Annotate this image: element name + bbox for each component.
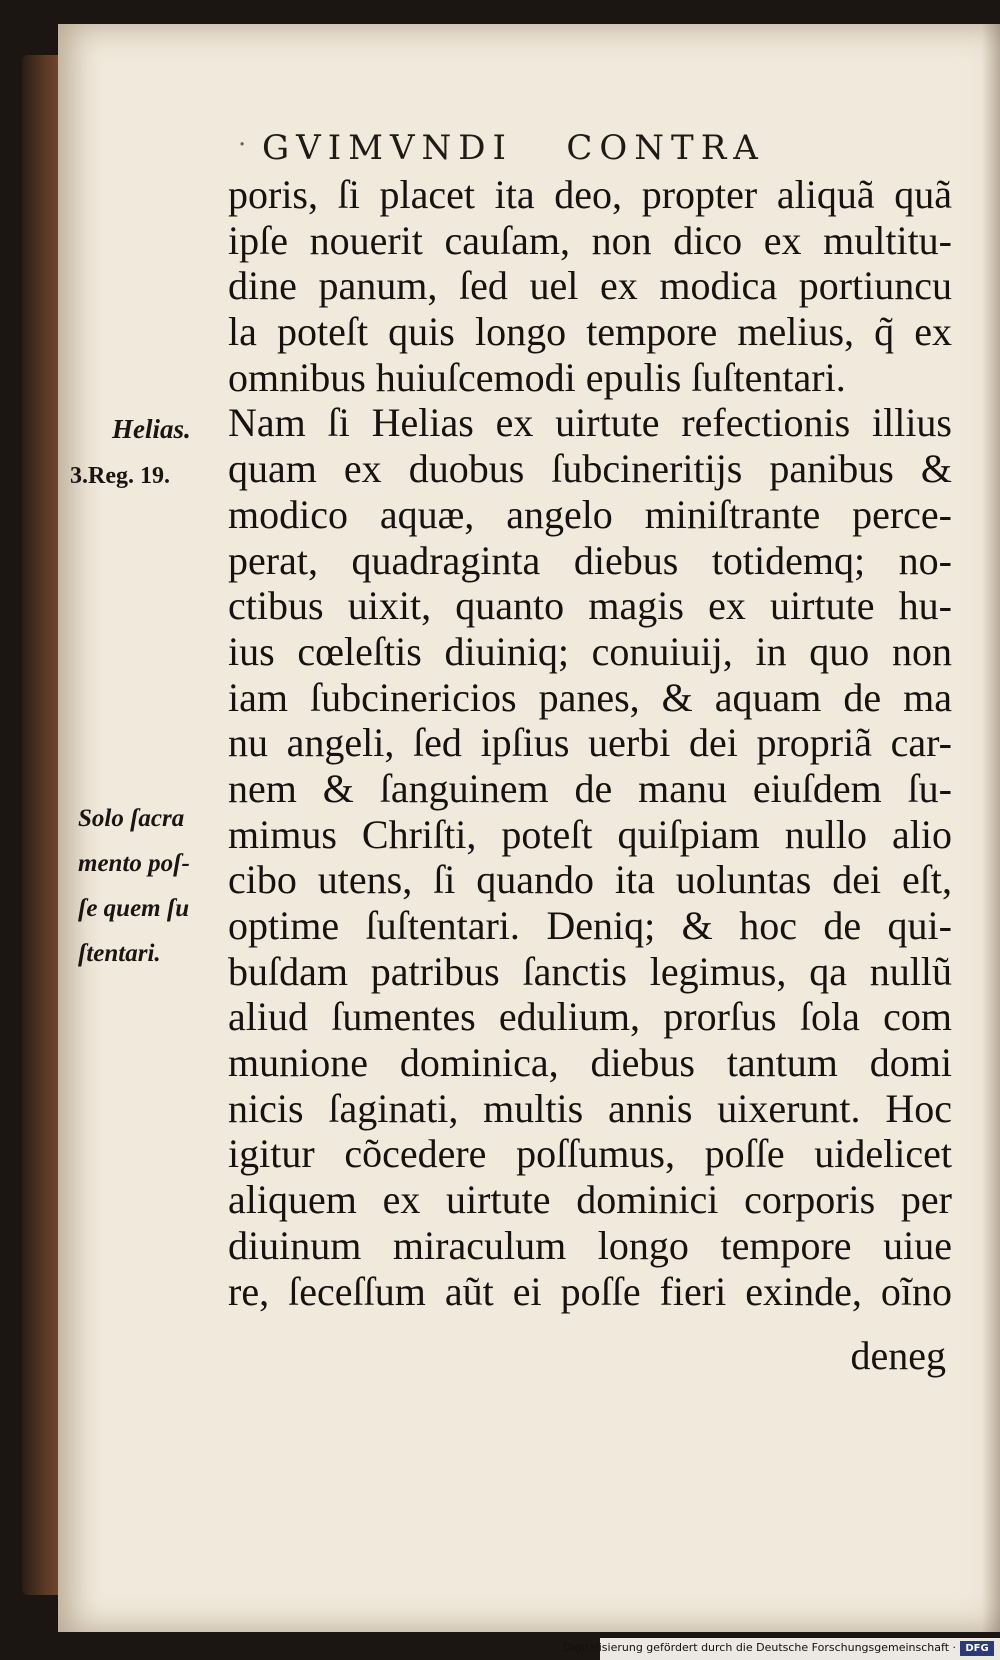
page-fold-shadow xyxy=(982,24,1000,1632)
text-line: optime ſuſtentari. Deniq; & hoc de qui- xyxy=(228,903,952,948)
body-text xyxy=(228,172,952,1314)
catchword: deneg xyxy=(850,1333,946,1378)
text-line: ctibus uixit, quanto magis ex uirtute hu- xyxy=(228,583,952,629)
text-line: buſdam patribus ſanctis legimus, qa nullũ xyxy=(228,948,952,994)
text-line: cibo utens, ſi quando ita uoluntas dei eſt, xyxy=(228,857,952,903)
marginal-note-line: Solo ſacra xyxy=(78,805,185,832)
marginal-note-helias: Helias. xyxy=(112,414,191,444)
text-line: aliquem ex uirtute dominici corporis per xyxy=(228,1177,952,1223)
text-line: re, ſeceſſum aũt ei poſſe fieri exinde, oĩno xyxy=(228,1268,952,1314)
running-head xyxy=(0,128,1000,168)
text-line: munione dominica, diebus tantum domi xyxy=(228,1040,952,1086)
marginal-note-line: ſtentari. xyxy=(78,940,161,967)
dfg-logo[interactable]: DFG xyxy=(960,1641,994,1656)
text-line: nicis ſaginati, multis annis uixerunt. Hoc xyxy=(228,1085,952,1131)
text-line: mimus Chriſti, poteſt quiſpiam nullo alio xyxy=(228,811,952,857)
running-head-title: GVIMVNDI CONTRA xyxy=(262,128,765,168)
text-line: diuinum miraculum longo tempore uiue xyxy=(228,1222,952,1268)
marginal-note-reg: 3.Reg. 19. xyxy=(70,463,170,489)
text-line: Nam ſi Helias ex uirtute refectionis illius xyxy=(228,400,952,446)
text-line: ius cœleſtis diuiniq; conuiuij, in quo non xyxy=(228,628,952,674)
text-line: perat, quadraginta diebus totidemq; no- xyxy=(228,537,952,583)
text-line: nem & ſanguinem de manu eiuſdem ſu- xyxy=(228,765,952,811)
digitization-footer xyxy=(563,1638,1000,1660)
text-line: quam ex duobus ſubcineritijs panibus & xyxy=(228,446,952,492)
marginal-note-line: mento poſ- xyxy=(78,850,190,877)
text-line: la poteſt quis longo tempore melius, q̃ ex xyxy=(228,309,952,355)
text-line: igitur cõcedere poſſumus, poſſe uidelicet xyxy=(228,1131,952,1177)
text-line: modico aquæ, angelo miniſtrante perce- xyxy=(228,491,952,537)
text-line: aliud ſumentes edulium, prorſus ſola com xyxy=(228,994,952,1040)
text-line: poris, ſi placet ita deo, propter aliquã quã xyxy=(228,172,952,217)
running-head-mark: · xyxy=(238,130,247,160)
text-line: iam ſubcinericios panes, & aquam de ma xyxy=(228,674,952,720)
text-line: ipſe nouerit cauſam, non dico ex multitu- xyxy=(228,217,952,263)
text-line: nu angeli, ſed ipſius uerbi dei propriã car- xyxy=(228,720,952,766)
marginal-note-solo xyxy=(78,796,228,976)
footer-credit-text: Digitalisierung gefördert durch die Deutsche Forschungsgemeinschaft · xyxy=(563,1641,956,1654)
text-line: dine panum, ſed uel ex modica portiuncu xyxy=(228,263,952,309)
text-line: omnibus huiuſcemodi epulis ſuſtentari. xyxy=(228,354,846,400)
marginal-note-line: ſe quem ſu xyxy=(78,895,190,922)
